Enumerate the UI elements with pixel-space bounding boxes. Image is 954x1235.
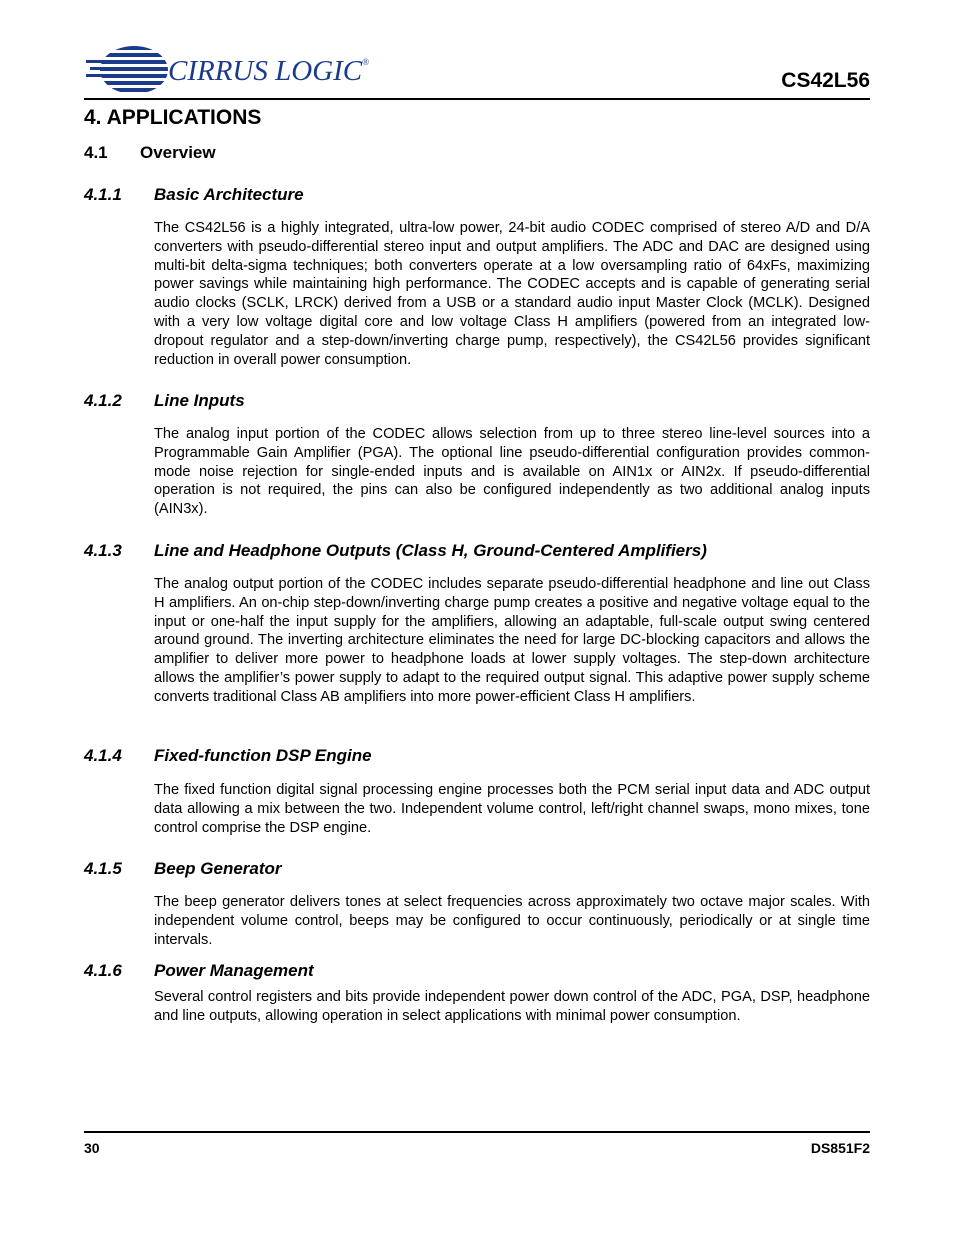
subsection-title: Line Inputs (154, 391, 245, 410)
paragraph-beep-generator: The beep generator delivers tones at select frequencies across approximately two octave major scales. With independent volume control, beeps may be configured to occur continuously, periodically or at single time intervals. (154, 894, 870, 948)
section-heading (84, 143, 216, 163)
subsection-heading-outputs (84, 541, 707, 561)
section-number: 4.1 (84, 143, 108, 162)
paragraph-line-inputs: The analog input portion of the CODEC allows selection from up to three stereo line-level sources into a Programmable Gain Amplifier (PGA). The optional line pseudo-differential configuration provides common-mode noise rejection for single-ended inputs and is available on AIN1x or AIN2x. If pseudo-differential operation is not required, the pins can also be configured independently as two additional analog inputs (AIN3x). (154, 426, 870, 518)
subsection-heading-basic-architecture (84, 185, 304, 205)
registered-mark: ® (362, 57, 369, 67)
subsection-number: 4.1.5 (84, 859, 122, 878)
subsection-title: Basic Architecture (154, 185, 304, 204)
subsection-title: Line and Headphone Outputs (Class H, Ground-Centered Amplifiers) (154, 541, 707, 560)
subsection-heading-power-management (84, 961, 314, 981)
subsection-title: Beep Generator (154, 859, 282, 878)
subsection-number: 4.1.1 (84, 185, 122, 204)
cirrus-logic-logo (84, 44, 374, 96)
header-rule (84, 98, 870, 100)
section-title: Overview (140, 143, 216, 162)
paragraph-dsp-engine: The fixed function digital signal processing engine processes both the PCM serial input data and ADC output data allowing a mix between the two. Independent volume control, left/right channel swaps, mono mixes, tone control comprise the DSP engine. (154, 782, 870, 836)
paragraph-power-management: Several control registers and bits provide independent power down control of the ADC, PGA, DSP, headphone and line outputs, allowing operation in select applications with minimal power consumption. (154, 989, 870, 1024)
chapter-number: 4. (84, 106, 102, 129)
subsection-number: 4.1.2 (84, 391, 122, 410)
cirrus-logo-mark-icon (84, 44, 168, 96)
part-number: CS42L56 (781, 69, 870, 92)
chapter-heading (84, 106, 261, 130)
subsection-number: 4.1.3 (84, 541, 122, 560)
subsection-title: Power Management (154, 961, 314, 980)
document-id: DS851F2 (810, 1140, 870, 1156)
subsection-heading-beep-generator (84, 859, 282, 879)
paragraph-basic-architecture: The CS42L56 is a highly integrated, ultra-low power, 24-bit audio CODEC comprised of stereo A/D and D/A converters with pseudo-differential stereo input and output amplifiers. The ADC and DAC are designed using multi-bit delta-sigma techniques; both converters operate at a low oversampling ratio of 64xFs, maximizing power savings while maintaining high performance. The CODEC accepts and is capable of generating serial audio clocks (SCLK, LRCK) derived from a USB or a standard audio input Master Clock (MCLK). Designed with a very low voltage digital core and low voltage Class H amplifiers (powered from an integrated low-dropout regulator and a step-down/inverting charge pump, respectively), the CS42L56 provides significant reduction in overall power consumption. (154, 220, 870, 368)
subsection-heading-dsp-engine (84, 746, 372, 766)
subsection-heading-line-inputs (84, 391, 245, 411)
paragraph-outputs: The analog output portion of the CODEC includes separate pseudo-differential headphone and line out Class H amplifiers. An on-chip step-down/inverting charge pump creates a positive and negative voltage equal to the input or one-half the input supply for the amplifiers, allowing an adaptable, full-scale output swing centered around ground. The inverting architecture eliminates the need for large DC-blocking capacitors and allows the amplifier to deliver more power to headphone loads at lower supply voltages. The step-down architecture allows the amplifier’s power supply to adapt to the required output signal. This adaptive power supply scheme converts traditional Class AB amplifiers into more power-efficient Class H amplifiers. (154, 576, 870, 705)
chapter-title: APPLICATIONS (106, 106, 262, 129)
subsection-title: Fixed-function DSP Engine (154, 746, 372, 765)
subsection-number: 4.1.4 (84, 746, 122, 765)
page-number: 30 (84, 1140, 100, 1156)
footer-rule (84, 1131, 870, 1133)
subsection-number: 4.1.6 (84, 961, 122, 980)
logo-wordmark: CIRRUS LOGIC® (168, 55, 369, 87)
